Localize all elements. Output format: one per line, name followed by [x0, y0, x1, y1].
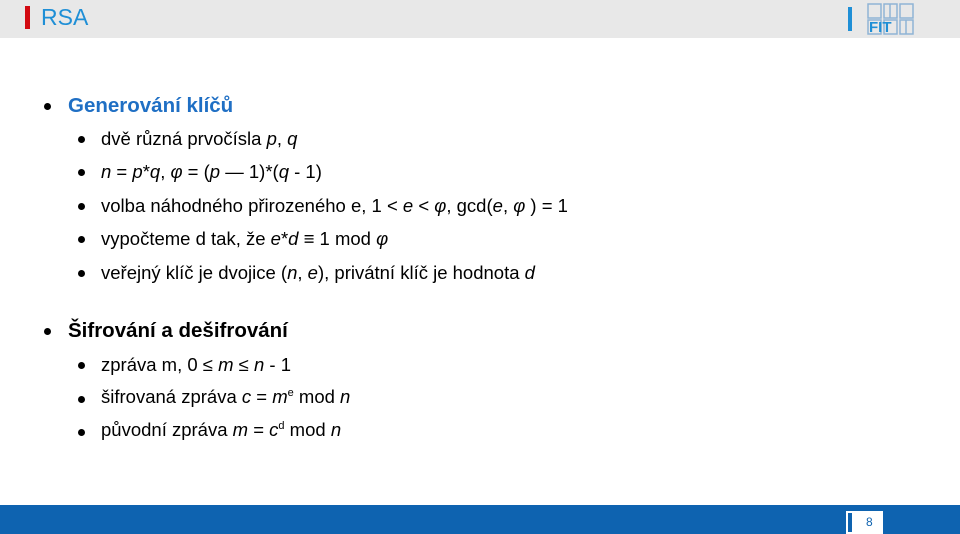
bullet-icon	[44, 328, 51, 335]
page-number-accent	[848, 513, 852, 532]
list-item: původní zpráva $m = c^d$ mod n	[101, 419, 342, 440]
list-item: zpráva m, 0 ≤ m ≤ n - 1	[101, 354, 291, 375]
bullet-icon	[78, 203, 85, 210]
section-heading: Generování klíčů	[68, 94, 234, 117]
bullet-icon	[78, 362, 85, 369]
list-item: volba náhodného přirozeného e, 1 < e < φ, gcd(e, φ ) = 1	[101, 195, 568, 216]
bullet-icon	[78, 396, 85, 403]
page-number: 8	[866, 515, 873, 529]
list-item: n = p*q, φ = (p — 1)*(q - 1)	[101, 161, 322, 182]
list-item: vypočteme d tak, že e*d ≡ 1 mod φ	[101, 228, 389, 249]
bullet-icon	[78, 136, 85, 143]
bullet-icon	[78, 236, 85, 243]
section-heading: Šifrování a dešifrování	[68, 319, 288, 342]
bullet-icon	[78, 429, 85, 436]
list-item: veřejný klíč je dvojice (n, e), privátní klíč je hodnota d	[101, 262, 535, 283]
slide-title: RSA	[41, 4, 89, 30]
bullet-icon	[44, 103, 51, 110]
bullet-icon	[78, 270, 85, 277]
bullet-icon	[78, 169, 85, 176]
list-item: dvě různá prvočísla p, q	[101, 128, 298, 149]
list-item: šifrovaná zpráva $c = m^e$ mod n	[101, 386, 351, 407]
footer-bar	[0, 505, 960, 534]
logo-text: FIT	[869, 19, 892, 36]
